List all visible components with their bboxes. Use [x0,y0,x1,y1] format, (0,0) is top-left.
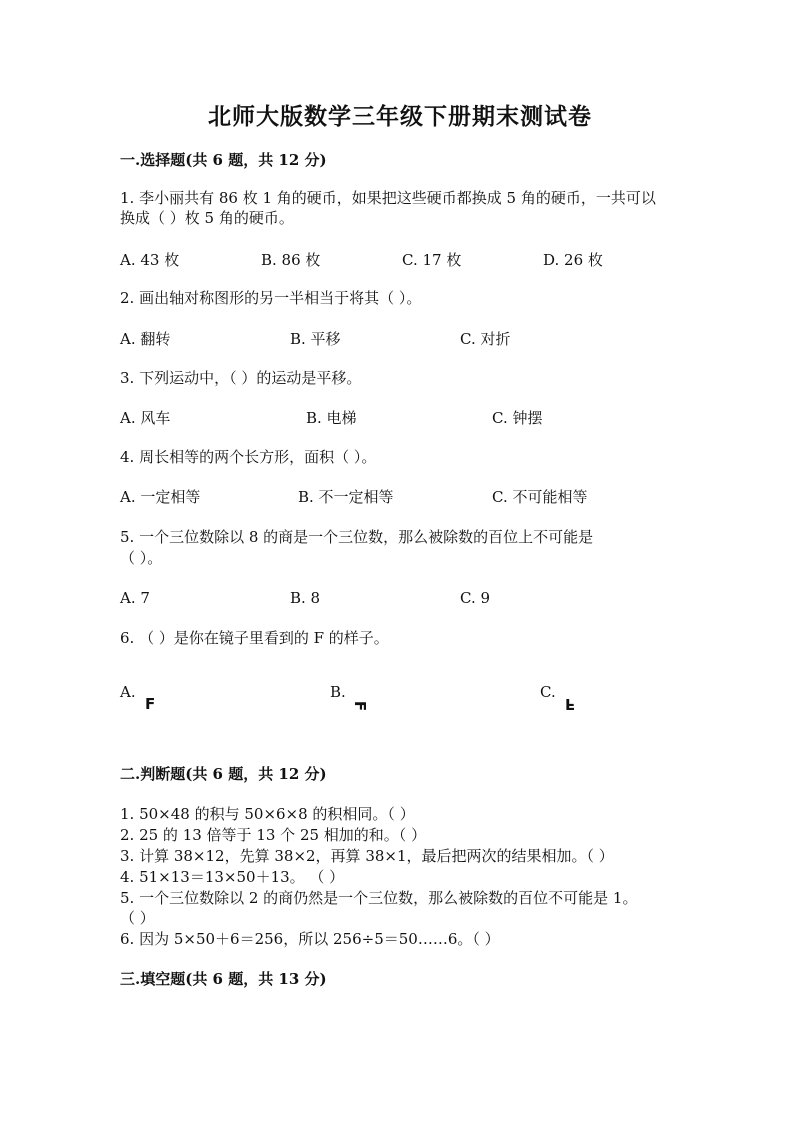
section-heading-fill-blank: 三.填空题(共 6 题，共 13 分) [120,970,327,988]
q6-option-c-image: F [565,695,576,713]
tf-item-6: 6. 因为 5×50＋6＝256，所以 256÷5＝50……6。（ ） [120,930,500,948]
q5-option-b: B. 8 [290,589,321,607]
tf-item-3: 3. 计算 38×12，先算 38×2，再算 38×1，最后把两次的结果相加。（ ） [120,847,614,865]
tf-item-1: 1. 50×48 的积与 50×6×8 的积相同。（ ） [120,805,415,823]
q3-option-b: B. 电梯 [306,409,357,427]
q6-option-b: B. [330,683,346,701]
q6-option-a: A. [120,683,136,701]
q1-option-c: C. 17 枚 [402,251,462,269]
tf-item-5-line-2: （ ） [120,909,155,927]
section-heading-choice: 一.选择题(共 6 题，共 12 分) [120,151,327,169]
q6-option-b-image: F [351,700,370,712]
q1-option-d: D. 26 枚 [543,251,603,269]
question-2: 2. 画出轴对称图形的另一半相当于将其（ ）。 [120,289,422,307]
question-3: 3. 下列运动中，（ ）的运动是平移。 [120,369,362,387]
q5-option-c: C. 9 [460,589,491,607]
q4-option-c: C. 不可能相等 [492,488,588,506]
q1-option-a: A. 43 枚 [120,251,180,269]
question-5-line-2: （ ）。 [120,549,163,567]
q2-option-a: A. 翻转 [120,330,171,348]
page-title: 北师大版数学三年级下册期末测试卷 [208,103,592,130]
q6-option-a-image: F [145,695,156,713]
q4-option-b: B. 不一定相等 [298,488,394,506]
q5-option-a: A. 7 [120,589,150,607]
tf-item-2: 2. 25 的 13 倍等于 13 个 25 相加的和。（ ） [120,826,427,844]
q3-option-a: A. 风车 [120,409,171,427]
q2-option-b: B. 平移 [290,330,341,348]
question-4: 4. 周长相等的两个长方形，面积（ ）。 [120,448,377,466]
question-1-line-1: 1. 李小丽共有 86 枚 1 角的硬币，如果把这些硬币都换成 5 角的硬币，一共可以 [120,189,656,207]
q4-option-a: A. 一定相等 [120,488,201,506]
q3-option-c: C. 钟摆 [492,409,543,427]
question-6: 6. （ ）是你在镜子里看到的 F 的样子。 [120,629,389,647]
tf-item-5-line-1: 5. 一个三位数除以 2 的商仍然是一个三位数，那么被除数的百位不可能是 1。 [120,889,638,907]
question-1-line-2: 换成（ ）枚 5 角的硬币。 [120,209,294,227]
q1-option-b: B. 86 枚 [261,251,321,269]
question-5-line-1: 5. 一个三位数除以 8 的商是一个三位数，那么被除数的百位上不可能是 [120,528,594,546]
section-heading-true-false: 二.判断题(共 6 题，共 12 分) [120,765,327,783]
q2-option-c: C. 对折 [460,330,511,348]
tf-item-4: 4. 51×13＝13×50＋13。 （ ） [120,868,345,886]
q6-option-c: C. [540,683,556,701]
